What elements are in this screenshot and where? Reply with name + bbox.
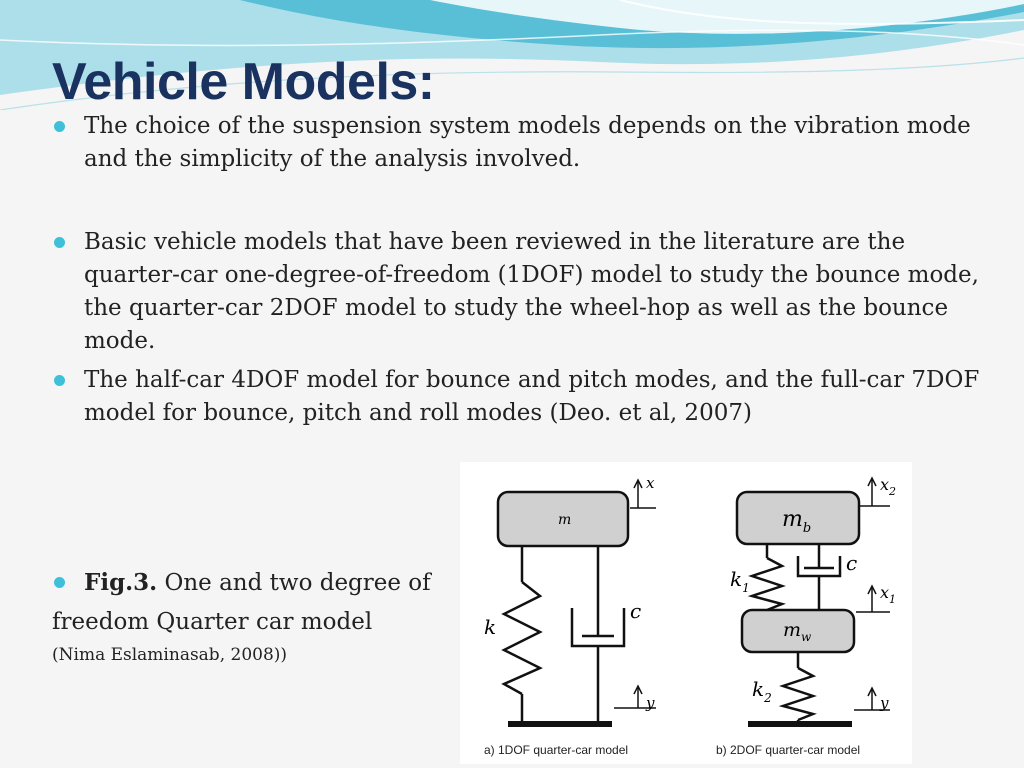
bullet-text: The half-car 4DOF model for bounce and pitch modes, and the full-car 7DOF model for bounce, pitch and roll modes (Deo. et al, 2007)	[84, 367, 980, 426]
bullet-dot-icon	[54, 577, 65, 588]
coord-label-x1-main: x	[880, 583, 890, 602]
bullet-item	[52, 226, 992, 358]
bullet-item	[52, 110, 992, 176]
spring-k1	[752, 558, 782, 610]
spring-label-k2-main: k	[752, 677, 765, 701]
bullet-text: The choice of the suspension system models depends on the vibration mode and the simplicity of the analysis involved.	[84, 113, 971, 172]
slide-title: Vehicle Models:	[52, 53, 435, 111]
bullet-dot-icon	[54, 121, 65, 132]
caption-fig-number: Fig.3.	[84, 569, 158, 596]
spring-label-k1-main: k	[730, 567, 743, 591]
caption-bullet	[52, 566, 452, 600]
subfigure-label-b: b) 2DOF quarter-car model	[716, 743, 861, 757]
coord-label-x1	[880, 583, 896, 606]
quarter-car-figure	[460, 462, 912, 764]
caption-text: One and two degree of	[157, 570, 431, 596]
subfigure-label-a: a) 1DOF quarter-car model	[484, 743, 629, 757]
mass-label-mw-main: m	[783, 619, 802, 641]
coord-label-x1-sub: 1	[889, 593, 897, 606]
spring-label-k: k	[484, 615, 497, 639]
damper-label-c: c	[630, 599, 642, 623]
spring-k2	[783, 668, 813, 720]
coord-label-y: y	[646, 694, 655, 712]
quarter-car-diagram	[460, 462, 912, 764]
caption-line-2: freedom Quarter car model	[52, 609, 373, 635]
figure-caption	[52, 566, 452, 667]
coord-label-x: x	[646, 474, 655, 492]
bullet-list	[52, 110, 992, 430]
coord-label-x2-sub: 2	[889, 485, 897, 498]
spring-label-k1-sub: 1	[742, 581, 750, 595]
spring-label-k2	[752, 677, 772, 705]
mass-label-mb-main: m	[782, 507, 803, 532]
bullet-dot-icon	[54, 237, 65, 248]
bullet-item	[52, 364, 992, 430]
coord-label-y-right: y	[880, 694, 889, 712]
spring-label-k1	[730, 567, 750, 595]
caption-citation: (Nima Eslaminasab, 2008))	[52, 645, 288, 665]
spring-label-k2-sub: 2	[764, 691, 772, 705]
mass-label-m: m	[558, 512, 572, 528]
coord-label-x2	[880, 475, 896, 498]
mass-label-mw-sub: w	[801, 630, 812, 644]
coord-label-x2-main: x	[880, 475, 890, 494]
bullet-dot-icon	[54, 375, 65, 386]
damper-label-c-right: c	[846, 551, 858, 575]
mass-label-mb-sub: b	[802, 521, 812, 536]
spring-k	[504, 582, 540, 694]
bullet-text: Basic vehicle models that have been reviewed in the literature are the quarter-car one-degree-of-freedom (1DOF) model to study the bounce mode, the quarter-car 2DOF model to study the wheel-hop as well as the bounce mode.	[84, 229, 979, 354]
